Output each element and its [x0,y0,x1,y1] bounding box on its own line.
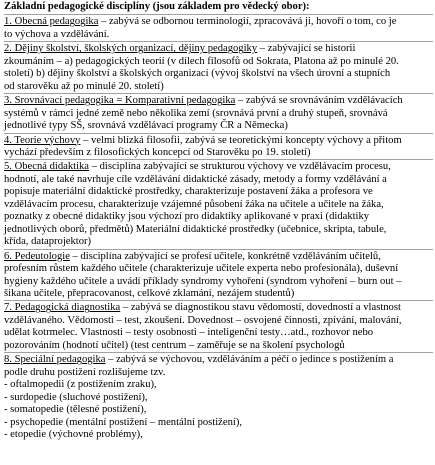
section-text: udělat kotrmelec. Vlastnosti – testy osobnosti – inteligenční testy…atd., rozhovor nebo [4,327,374,339]
section-text: jednotlivé typy SŠ, srovnává vzdělávací programy ČR a Německa) [4,120,288,132]
section-text: století) b) dějiny školství a školských organizací (vývoj školství na všech úrovní a stupních [4,68,391,80]
section-text: – zabývá se diagnostikou stavu vědomostí, dovedností a vlastnost [120,302,401,314]
section-pedeutologie [4,249,433,301]
section-text: profesním růstem každého učitele (charakterizuje učitele experta nebo profesionála), duševní [4,263,399,275]
section-text: – velmi blízká filosofii, zabývá se teoretickými koncepty výchovy a přitom [80,134,402,146]
section-text: vychází především z filosofických koncepcí od Starověku po 19. století) [4,146,311,158]
list-item: - somatopedie (tělesné postižení), [4,404,147,416]
section-text: šikana učitele, přepracovanost, celkové zklamání, nezájem studentů) [4,287,295,299]
section-text: poznatky z obecné didaktiky jsou výchozí pro didaktiky aplikované v praxi (didaktiky [4,211,370,223]
section-heading: 5. Obecná didaktika [4,161,90,173]
section-heading: 4. Teorie výchovy [4,134,81,146]
section-text: hodnotí, ale také navrhuje cíle vzdělávání didaktické zásady, metody a formy vzdělávání a [4,173,387,185]
section-text: jednotlivých oborů, předmětů) Materiální didaktické prostředky (učebnice, skripta, tabule, [4,223,387,235]
section-text: – disciplína zabývající se profesí učitele, konkrétně vzděláváním učitelů, [69,250,381,262]
section-specialni-pedagogika [4,352,433,441]
section-text: systémů v rámci jedné země nebo několika zemí (srovnává první a druhý stupeň, srovnává [4,107,388,119]
section-text: – disciplína zabývající se strukturou výchovy ve vzdělávacím procesu, [89,161,391,173]
section-teorie-vychovy [4,133,433,160]
section-text: – zabývá se výchovou, vzděláváním a péčí o jedince s postižením a [105,354,394,366]
section-text: křída, dataprojektor) [4,236,92,248]
document-title: Základní pedagogické disciplíny (jsou základem pro vědecký obor): [4,1,310,12]
section-text: popisuje materiální didaktické prostředky, charakterizuje postavení žáka a profesora ve [4,186,373,198]
section-dejiny-skolstvi [4,41,433,93]
section-text: – zabývá se odbornou terminologií, zpracovává ji, hovoří o tom, co je [98,16,397,28]
section-text: podle druhu postižení rozlišujeme tzv. [4,366,166,378]
section-heading: 1. Obecná pedagogika [4,16,99,28]
section-text: vzdělávaného. Vědomosti – test, zkoušení. Dovednost – osvojené činnosti, zpívání, malování, [4,314,402,326]
section-obecna-pedagogika [4,14,433,41]
list-item: - psychopedie (mentální postižení – mentální postižení), [4,416,243,428]
section-srovnavaci-pedagogika [4,93,433,132]
list-item: - surdopedie (sluchové postižení), [4,391,148,403]
section-text: hygieny každého učitele a uvádí příklady syndromy vyhoření (syndrom vyhoření – burn out – [4,275,402,287]
section-text: pozorováním (hodnotí učitel) (test centrum – zaměřuje se na školení psychologů [4,339,345,351]
list-item: - oftalmopedii (z postižením zraku), [4,379,157,391]
section-heading: 8. Speciální pedagogika [4,354,106,366]
section-heading: 7. Pedagogická diagnostika [4,302,121,314]
section-heading: 2. Dějiny školství, školských organizací, dějiny pedagogiky [4,43,258,55]
section-text: – zabývá se srovnáváním vzdělávacích [235,95,403,107]
section-text: to výchova a vzdělávání. [4,28,110,40]
section-text: vzdělávacím procesu, charakterizuje vzájemné působení žáka na učitele a učitele na žáka, [4,198,384,210]
section-pedagogicka-diagnostika [4,300,433,352]
section-text: od starověku až po minulé 20. století) [4,80,164,92]
section-heading: 3. Srovnávací pedagogika = Komparativní pedagogika [4,95,236,107]
section-text: – zabývající se historii [257,43,356,55]
section-text: zkoumáním – a) pedagogických teorií (v dílech filosofů od Sokrata, Platona až po minulé 20. [4,55,399,67]
list-item: - etopedie (výchovné problémy), [4,428,143,440]
section-heading: 6. Pedeutologie [4,250,70,262]
section-obecna-didaktika [4,159,433,248]
